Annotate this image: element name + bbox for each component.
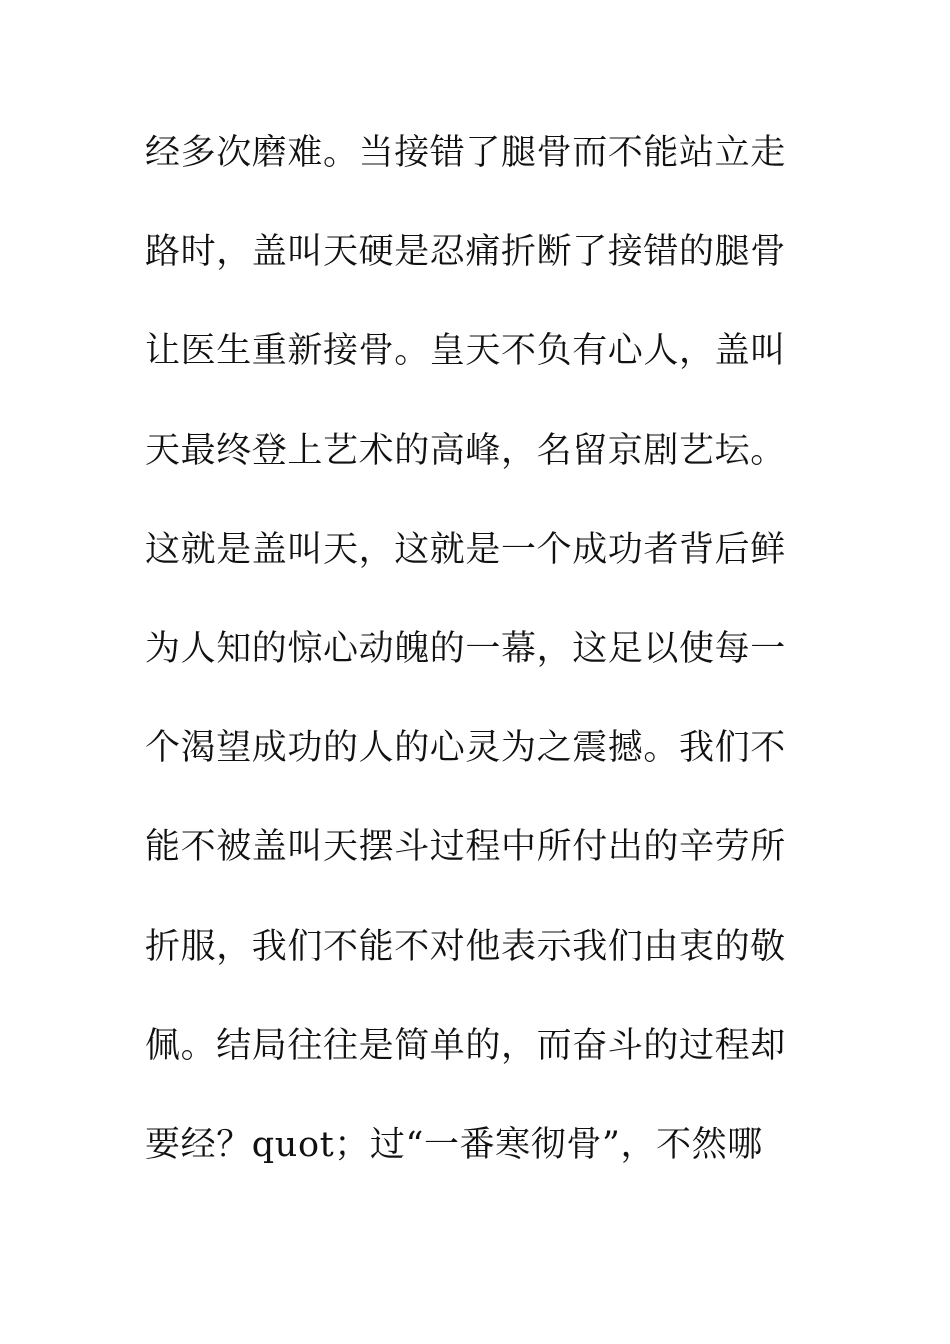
text-line: 个渴望成功的人的心灵为之震撼。我们不 (145, 728, 786, 769)
text-line: 为人知的惊心动魄的一幕，这足以使每一 (145, 628, 786, 669)
text-line: 让医生重新接骨。皇天不负有心人，盖叫 (145, 331, 786, 372)
text-line: 经多次磨难。当接错了腿骨而不能站立走 (145, 133, 786, 173)
text-line: 折服，我们不能不对他表示我们由衷的敬 (145, 926, 786, 967)
text-line: 这就是盖叫天，这就是一个成功者背后鲜 (145, 529, 786, 570)
body-text (145, 128, 810, 1219)
text-line: 能不被盖叫天摆斗过程中所付出的辛劳所 (145, 827, 786, 868)
text-line: 要经？quot；过“一番寒彻骨”，不然哪 (145, 1124, 763, 1165)
text-line: 佩。结局往往是简单的，而奋斗的过程却 (145, 1025, 786, 1066)
text-line: 路时，盖叫天硬是忍痛折断了接错的腿骨 (145, 232, 786, 273)
text-line: 天最终登上艺术的高峰，名留京剧艺坛。 (145, 430, 786, 471)
